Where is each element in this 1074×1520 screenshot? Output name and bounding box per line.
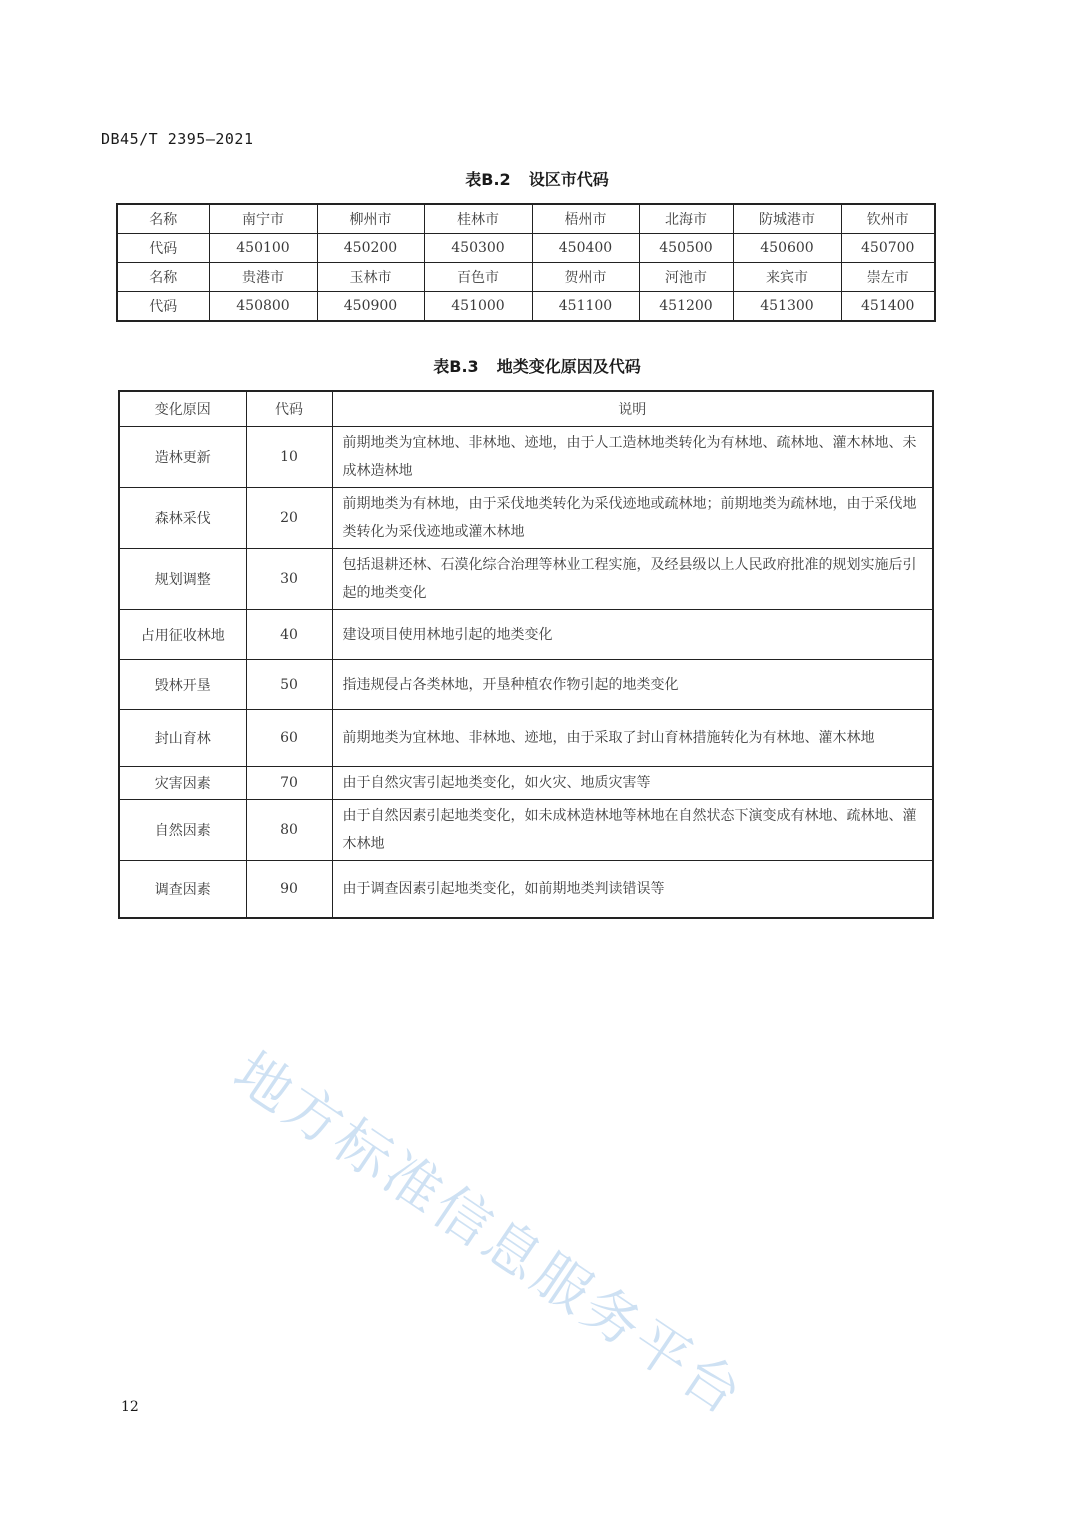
- header-description: 说明: [332, 391, 933, 427]
- row-label-cell: 名称: [117, 204, 209, 234]
- reason-cell: 自然因素: [119, 800, 246, 861]
- table-cell: 防城港市: [733, 204, 841, 234]
- code-cell: 50: [246, 660, 332, 710]
- table-cell: 450300: [424, 234, 532, 263]
- table-cell: 崇左市: [841, 263, 935, 292]
- table-row: [119, 767, 933, 800]
- document-code: DB45/T 2395—2021: [101, 130, 254, 148]
- table-cell: 百色市: [424, 263, 532, 292]
- table-cell: 451000: [424, 292, 532, 322]
- description-cell: 由于自然因素引起地类变化，如未成林造林地等林地在自然状态下演变成有林地、疏林地、灌木林地: [332, 800, 933, 861]
- table-cell: 梧州市: [532, 204, 639, 234]
- page-number: 12: [121, 1399, 139, 1415]
- description-cell: 前期地类为有林地，由于采伐地类转化为采伐迹地或疏林地；前期地类为疏林地，由于采伐地类转化为采伐迹地或灌木林地: [332, 488, 933, 549]
- table-cell: 450600: [733, 234, 841, 263]
- city-code-table: [116, 203, 936, 322]
- table-cell: 451300: [733, 292, 841, 322]
- code-cell: 30: [246, 549, 332, 610]
- table-cell: 桂林市: [424, 204, 532, 234]
- row-label-cell: 代码: [117, 292, 209, 322]
- row-label-cell: 代码: [117, 234, 209, 263]
- reason-cell: 调查因素: [119, 861, 246, 918]
- reason-cell: 规划调整: [119, 549, 246, 610]
- code-cell: 20: [246, 488, 332, 549]
- description-cell: 由于自然灾害引起地类变化，如火灾、地质灾害等: [332, 767, 933, 800]
- table-b3-number: 表B.3: [433, 357, 479, 376]
- land-change-table: [118, 390, 934, 919]
- table-cell: 河池市: [639, 263, 733, 292]
- table-row: [119, 549, 933, 610]
- table-cell: 450100: [209, 234, 317, 263]
- header-code: 代码: [246, 391, 332, 427]
- table-row: [117, 234, 935, 263]
- table-cell: 柳州市: [317, 204, 424, 234]
- table-row: [119, 660, 933, 710]
- table-cell: 451200: [639, 292, 733, 322]
- table-cell: 450800: [209, 292, 317, 322]
- row-label-cell: 名称: [117, 263, 209, 292]
- table-cell: 玉林市: [317, 263, 424, 292]
- table-row: [119, 488, 933, 549]
- reason-cell: 毁林开垦: [119, 660, 246, 710]
- table-cell: 贺州市: [532, 263, 639, 292]
- reason-cell: 灾害因素: [119, 767, 246, 800]
- code-cell: 40: [246, 610, 332, 660]
- table-cell: 来宾市: [733, 263, 841, 292]
- table-cell: 450200: [317, 234, 424, 263]
- description-cell: 前期地类为宜林地、非林地、迹地，由于人工造林地类转化为有林地、疏林地、灌木林地、未成林造林地: [332, 427, 933, 488]
- code-cell: 10: [246, 427, 332, 488]
- description-cell: 指违规侵占各类林地，开垦种植农作物引起的地类变化: [332, 660, 933, 710]
- table-cell: 450900: [317, 292, 424, 322]
- description-cell: 前期地类为宜林地、非林地、迹地，由于采取了封山育林措施转化为有林地、灌木林地: [332, 710, 933, 767]
- header-reason: 变化原因: [119, 391, 246, 427]
- table-cell: 南宁市: [209, 204, 317, 234]
- reason-cell: 封山育林: [119, 710, 246, 767]
- table-cell: 451400: [841, 292, 935, 322]
- table-row: [117, 204, 935, 234]
- table-row: [117, 292, 935, 322]
- table-row: [119, 800, 933, 861]
- reason-cell: 占用征收林地: [119, 610, 246, 660]
- code-cell: 90: [246, 861, 332, 918]
- reason-cell: 森林采伐: [119, 488, 246, 549]
- table-cell: 450700: [841, 234, 935, 263]
- code-cell: 70: [246, 767, 332, 800]
- table-cell: 451100: [532, 292, 639, 322]
- description-cell: 包括退耕还林、石漠化综合治理等林业工程实施，及经县级以上人民政府批准的规划实施后引起的地类变化: [332, 549, 933, 610]
- table-row: [119, 427, 933, 488]
- table-b3-caption: [0, 354, 1074, 377]
- table-row: [119, 610, 933, 660]
- table-cell: 450400: [532, 234, 639, 263]
- description-cell: 建设项目使用林地引起的地类变化: [332, 610, 933, 660]
- watermark: 地方标准信息服务平台: [221, 1039, 756, 1430]
- table-header-row: [119, 391, 933, 427]
- table-cell: 钦州市: [841, 204, 935, 234]
- table-b2-caption: [0, 167, 1074, 190]
- table-row: [117, 263, 935, 292]
- table-row: [119, 861, 933, 918]
- reason-cell: 造林更新: [119, 427, 246, 488]
- table-cell: 450500: [639, 234, 733, 263]
- table-b2-number: 表B.2: [465, 170, 511, 189]
- table-row: [119, 710, 933, 767]
- table-b2-title: 设区市代码: [528, 170, 609, 189]
- table-cell: 贵港市: [209, 263, 317, 292]
- description-cell: 由于调查因素引起地类变化，如前期地类判读错误等: [332, 861, 933, 918]
- code-cell: 80: [246, 800, 332, 861]
- code-cell: 60: [246, 710, 332, 767]
- table-b3-title: 地类变化原因及代码: [496, 357, 641, 376]
- table-cell: 北海市: [639, 204, 733, 234]
